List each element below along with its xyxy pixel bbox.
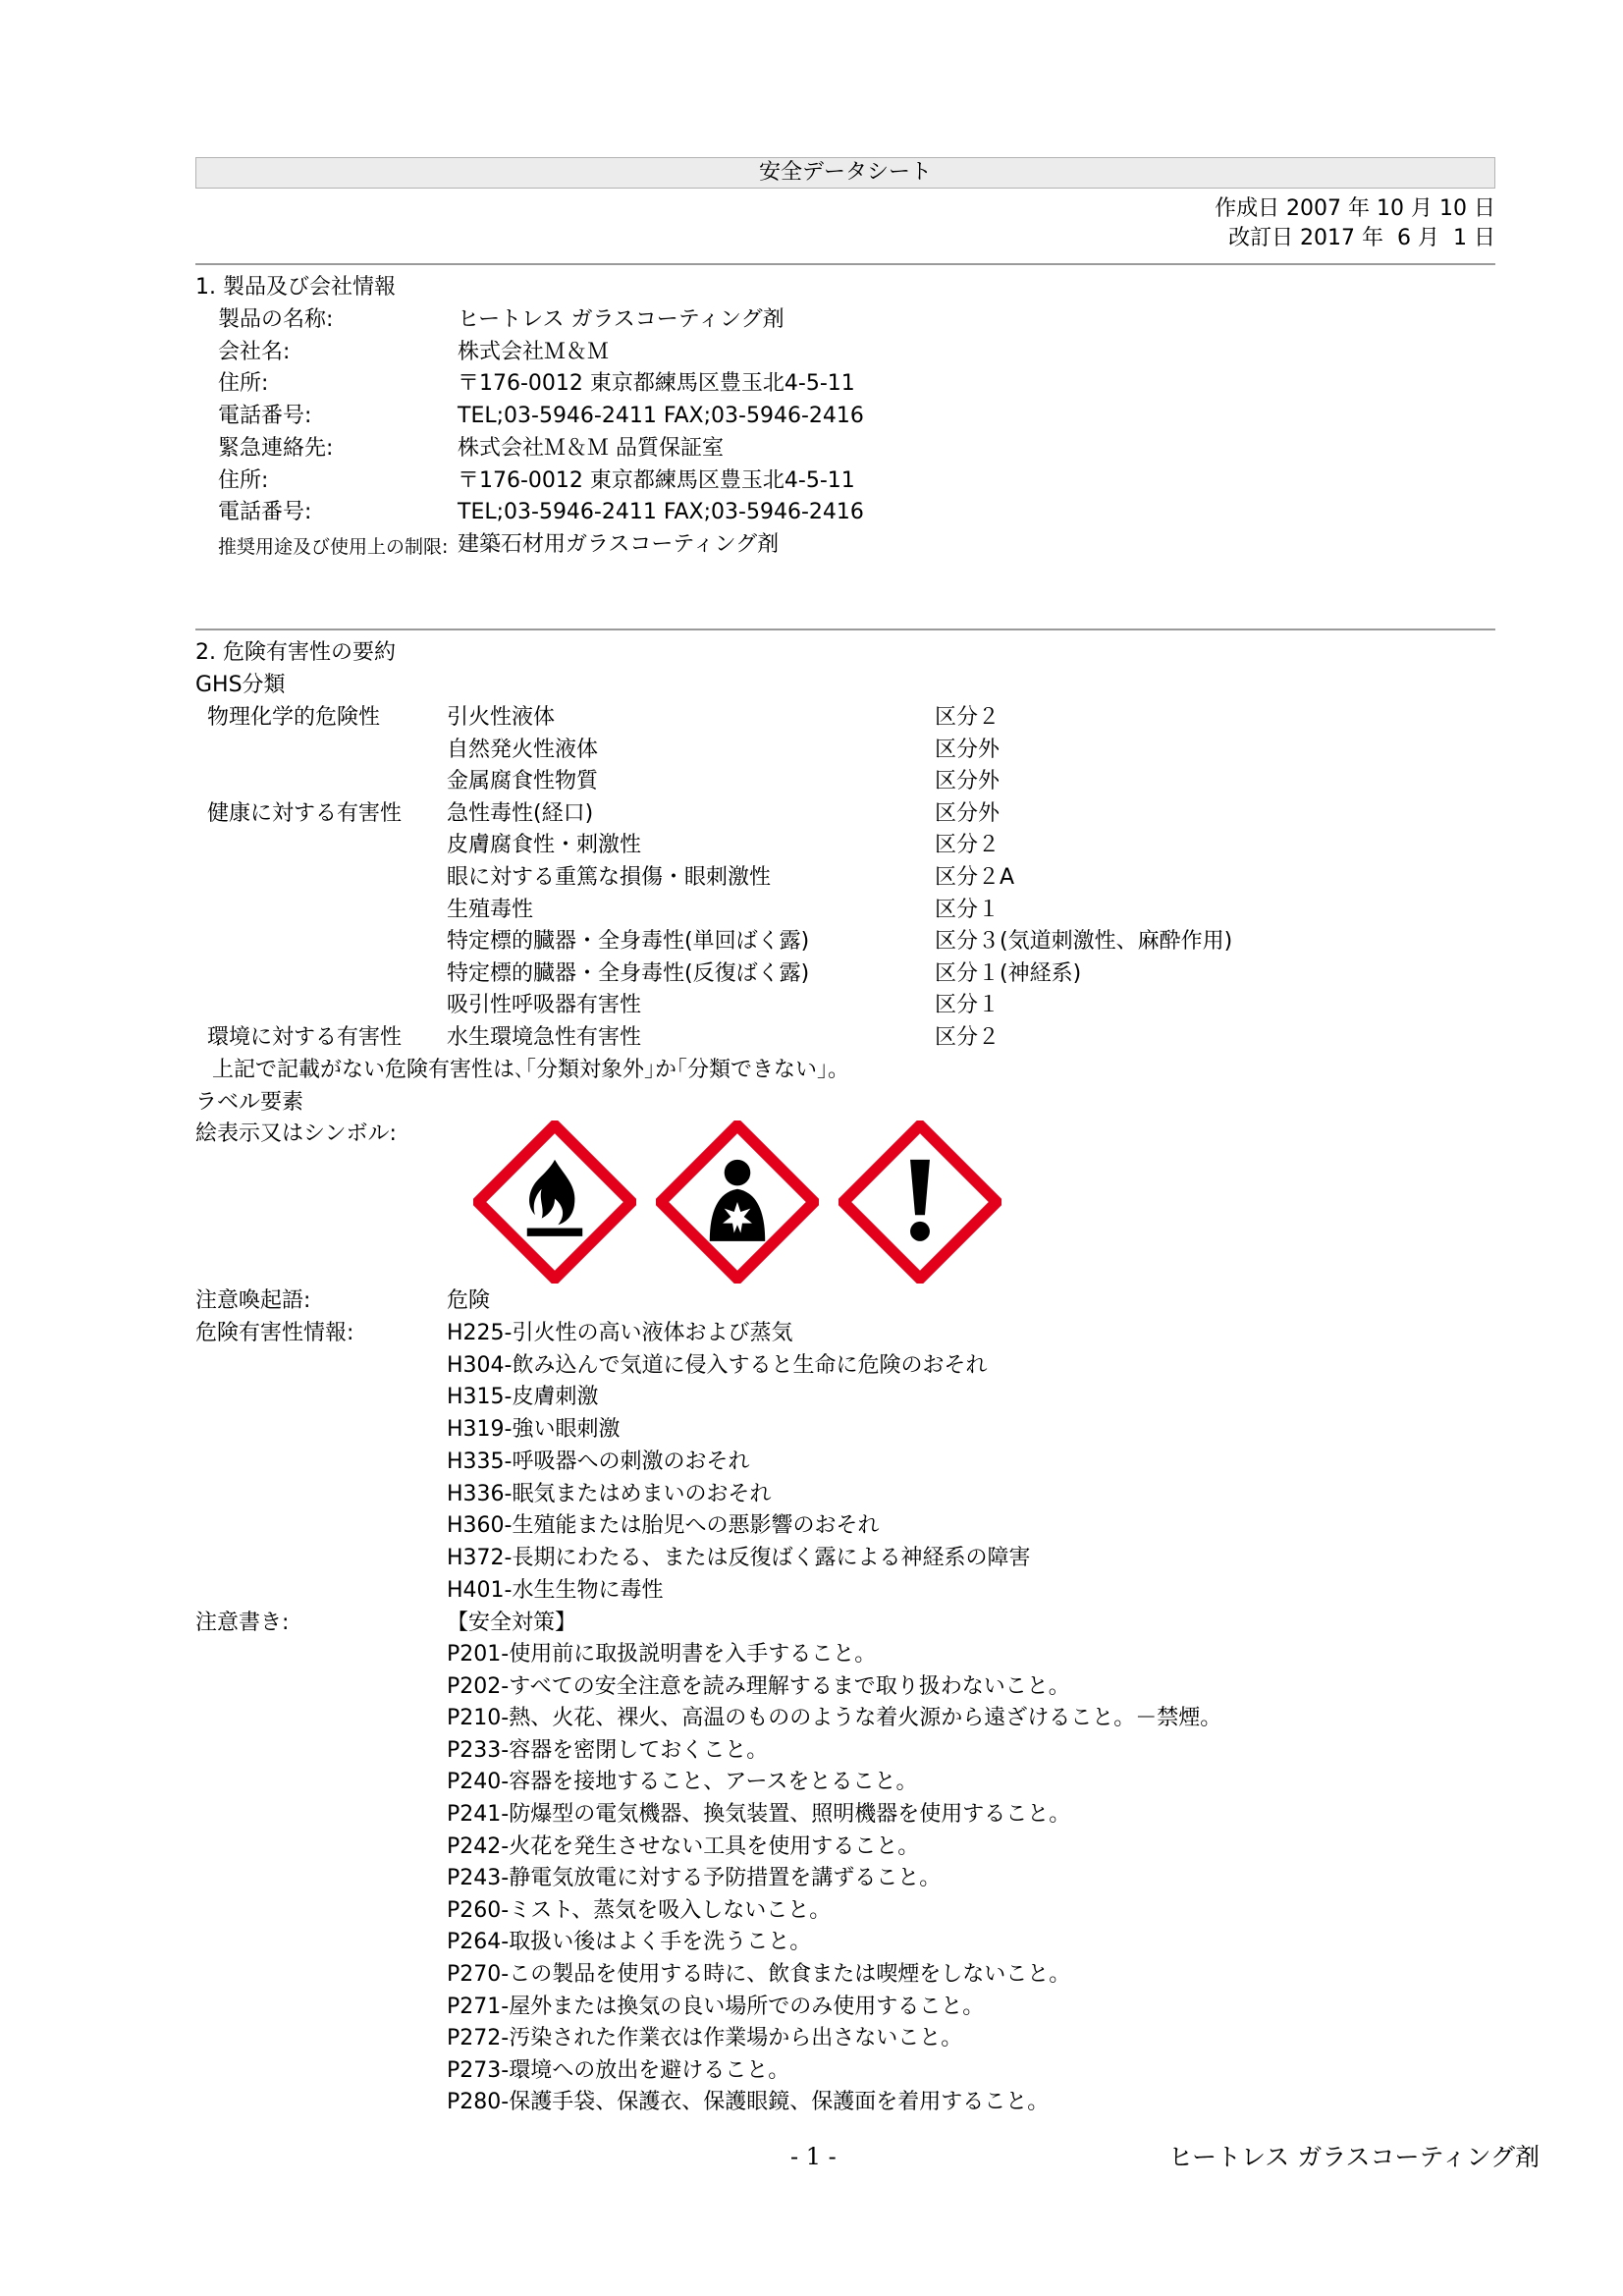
hazard-statement: H336-眠気またはめまいのおそれ (447, 1481, 772, 1506)
ghs-hazard-class: 金属腐食性物質 (447, 769, 599, 794)
ghs-classification-label: GHS分類 (195, 673, 286, 697)
ghs-hazard-category: 区分外 (935, 737, 1001, 762)
precautionary-statement: P240-容器を接地すること、アースをとること。 (447, 1770, 918, 1795)
ghs-hazard-class: 特定標的臓器・全身毒性(反復ばく露) (447, 960, 810, 986)
company-info-value: 建築石材用ガラスコーティング剤 (458, 531, 780, 557)
precautionary-statement: P201-使用前に取扱説明書を入手すること。 (447, 1642, 877, 1667)
precautionary-statement: P280-保護手袋、保護衣、保護眼鏡、保護面を着用すること。 (447, 2090, 1050, 2115)
company-info-label: 製品の名称: (218, 307, 334, 332)
hazard-statement: H360-生殖能または胎児への悪影響のおそれ (447, 1513, 880, 1539)
precautionary-statement: P264-取扱い後はよく手を洗うこと。 (447, 1930, 812, 1955)
ghs-hazard-group: 環境に対する有害性 (207, 1025, 403, 1050)
precautionary-statement: P260-ミスト、蒸気を吸入しないこと。 (447, 1897, 832, 1923)
ghs-hazard-class: 皮膚腐食性・刺激性 (447, 833, 642, 858)
section2-heading: 2. 危険有害性の要約 (195, 640, 396, 665)
company-info-label: 電話番号: (218, 500, 312, 525)
company-info-label: 会社名: (218, 339, 291, 364)
precautionary-statement: P242-火花を発生させない工具を使用すること。 (447, 1833, 920, 1859)
company-info-label: 推奨用途及び使用上の制限: (218, 535, 449, 558)
ghs-hazard-class: 特定標的臓器・全身毒性(単回ばく露) (447, 929, 810, 955)
hazard-statement: H401-水生生物に毒性 (447, 1577, 664, 1603)
signal-word-label: 注意喚起語: (195, 1288, 311, 1313)
ghs-hazard-category: 区分１(神経系) (935, 960, 1082, 986)
hazard-statement: H335-呼吸器への刺激のおそれ (447, 1449, 750, 1474)
precautionary-statement: P210-熱、火花、裸火、高温のもののような着火源から遠ざけること。－禁煙。 (447, 1706, 1222, 1731)
flame-pictogram-icon (473, 1121, 636, 1284)
ghs-hazard-class: 引火性液体 (447, 705, 556, 730)
company-info-value: 株式会社Ｍ＆Ｍ (458, 339, 610, 364)
ghs-hazard-category: 区分２ (935, 705, 1001, 730)
ghs-hazard-category: 区分３(気道刺激性、麻酔作用) (935, 929, 1233, 955)
page-number: - 1 - (790, 2143, 837, 2170)
ghs-hazard-category: 区分外 (935, 800, 1001, 826)
ghs-hazard-category: 区分１ (935, 993, 1001, 1018)
footer-product-name: ヒートレス ガラスコーティング剤 (1168, 2143, 1540, 2171)
precautionary-statement: P271-屋外または換気の良い場所でのみ使用すること。 (447, 1994, 985, 2019)
header-divider (195, 263, 1495, 265)
hazard-statements-label: 危険有害性情報: (195, 1321, 354, 1345)
precautionary-statement: P233-容器を密閉しておくこと。 (447, 1737, 769, 1763)
company-info-value: 株式会社Ｍ＆Ｍ 品質保証室 (458, 435, 724, 461)
precautions-label: 注意書き: (195, 1611, 290, 1635)
created-date: 作成日 2007 年 10 月 10 日 (1215, 196, 1495, 221)
ghs-hazard-class: 自然発火性液体 (447, 737, 599, 762)
ghs-hazard-category: 区分１ (935, 897, 1001, 922)
ghs-hazard-category: 区分２ (935, 1025, 1001, 1050)
company-info-label: 緊急連絡先: (218, 435, 334, 461)
precautions-heading: 【安全対策】 (447, 1611, 577, 1635)
exclamation-pictogram-icon (839, 1121, 1001, 1284)
company-info-label: 住所: (218, 467, 269, 493)
hazard-statement: H304-飲み込んで気道に侵入すると生命に危険のおそれ (447, 1352, 988, 1378)
precautionary-statement: P272-汚染された作業衣は作業場から出さないこと。 (447, 2026, 963, 2051)
ghs-hazard-class: 吸引性呼吸器有害性 (447, 993, 642, 1018)
ghs-hazard-group: 健康に対する有害性 (207, 800, 403, 826)
ghs-hazard-group: 物理化学的危険性 (207, 705, 381, 730)
label-elements-heading: ラベル要素 (195, 1090, 304, 1115)
company-info-value: 〒176-0012 東京都練馬区豊玉北4-5-11 (458, 467, 855, 493)
precautionary-statement: P243-静電気放電に対する予防措置を講ずること。 (447, 1866, 942, 1891)
signal-word: 危険 (447, 1288, 491, 1313)
company-info-value: 〒176-0012 東京都練馬区豊玉北4-5-11 (458, 371, 855, 397)
section1-heading: 1. 製品及び会社情報 (195, 275, 396, 300)
document-title: 安全データシート (758, 160, 932, 185)
ghs-hazard-class: 水生環境急性有害性 (447, 1025, 642, 1050)
classification-note: 上記で記載がない危険有害性は､｢分類対象外｣か｢分類できない｣｡ (212, 1058, 839, 1082)
precautionary-statement: P273-環境への放出を避けること。 (447, 2057, 790, 2083)
document-title-bar (195, 157, 1495, 189)
company-info-value: ヒートレス ガラスコーティング剤 (458, 307, 784, 332)
hazard-statement: H319-強い眼刺激 (447, 1417, 621, 1443)
ghs-hazard-category: 区分２ (935, 833, 1001, 858)
hazard-statement: H225-引火性の高い液体および蒸気 (447, 1321, 793, 1345)
hazard-statement: H372-長期にわたる、または反復ばく露による神経系の障害 (447, 1545, 1031, 1570)
company-info-value: TEL;03-5946-2411 FAX;03-5946-2416 (458, 500, 864, 525)
company-info-value: TEL;03-5946-2411 FAX;03-5946-2416 (458, 404, 864, 429)
company-info-label: 住所: (218, 371, 269, 397)
section-divider (195, 629, 1495, 630)
pictogram-label: 絵表示又はシンボル: (195, 1121, 397, 1146)
revised-date: 改訂日 2017 年 6 月 1 日 (1228, 226, 1495, 250)
ghs-hazard-class: 急性毒性(経口) (447, 800, 594, 826)
precautionary-statement: P202-すべての安全注意を読み理解するまで取り扱わないこと。 (447, 1673, 1070, 1699)
ghs-hazard-class: 生殖毒性 (447, 897, 534, 922)
precautionary-statement: P241-防爆型の電気機器、換気装置、照明機器を使用すること。 (447, 1802, 1071, 1827)
precautionary-statement: P270-この製品を使用する時に、飲食または喫煙をしないこと。 (447, 1962, 1071, 1987)
ghs-hazard-category: 区分２A (935, 865, 1015, 890)
ghs-hazard-class: 眼に対する重篤な損傷・眼刺激性 (447, 865, 772, 890)
health-hazard-pictogram-icon (656, 1121, 819, 1284)
ghs-hazard-category: 区分外 (935, 769, 1001, 794)
hazard-statement: H315-皮膚刺激 (447, 1385, 599, 1410)
company-info-label: 電話番号: (218, 404, 312, 429)
